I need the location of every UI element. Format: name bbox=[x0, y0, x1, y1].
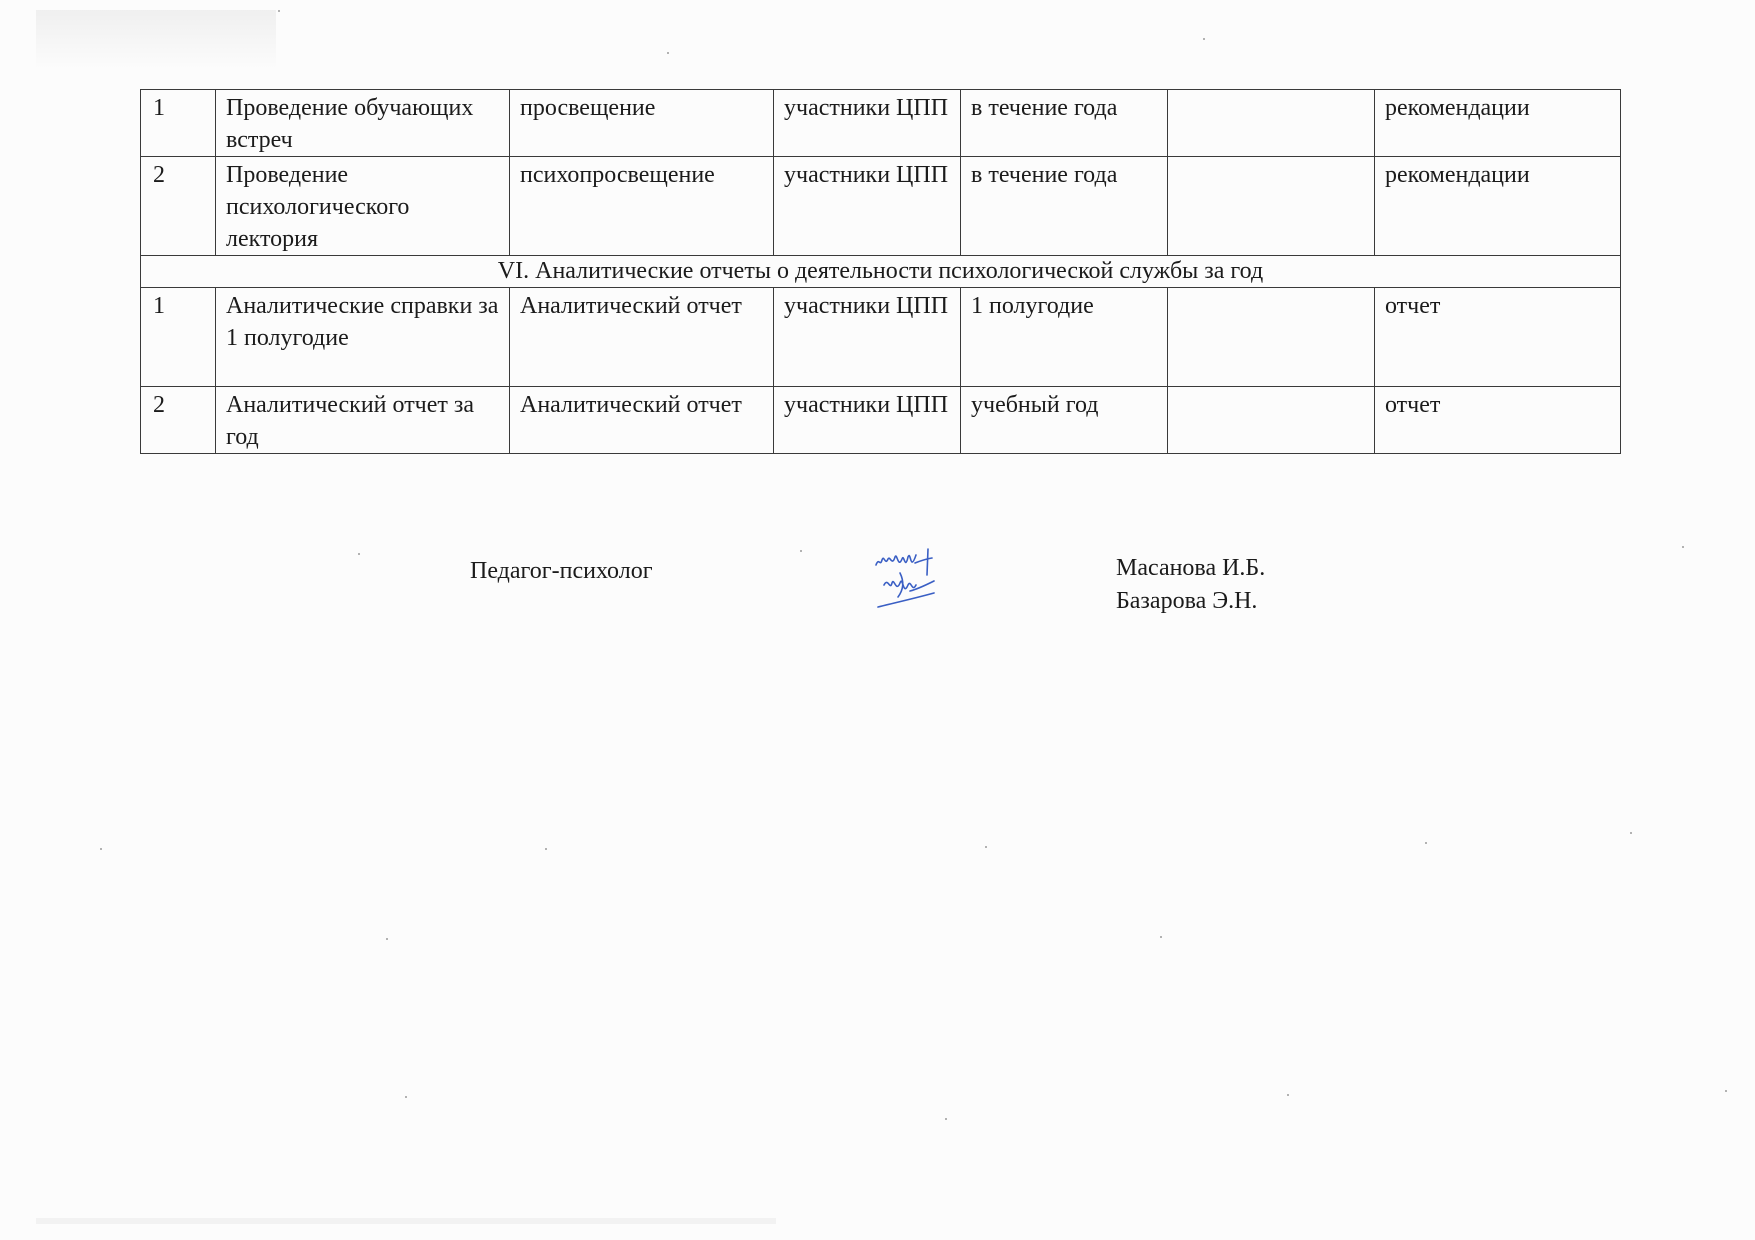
direction-cell: Аналитический отчет bbox=[510, 288, 774, 387]
participants-cell: участники ЦПП bbox=[774, 387, 961, 454]
direction-cell: психопросвещение bbox=[510, 157, 774, 256]
timing-cell: 1 полугодие bbox=[961, 288, 1168, 387]
timing-cell: в течение года bbox=[961, 90, 1168, 157]
result-cell: отчет bbox=[1375, 387, 1621, 454]
signatory-names bbox=[1116, 552, 1265, 618]
scan-speck bbox=[1160, 936, 1162, 938]
scan-speck bbox=[1682, 546, 1684, 548]
row-number: 2 bbox=[141, 387, 216, 454]
section-header-row bbox=[141, 256, 1621, 288]
scan-speck bbox=[1630, 832, 1632, 834]
result-cell: рекомендации bbox=[1375, 157, 1621, 256]
signatory-role: Педагог-психолог bbox=[470, 558, 653, 584]
scan-speck bbox=[545, 848, 547, 850]
participants-cell: участники ЦПП bbox=[774, 157, 961, 256]
scan-speck bbox=[985, 846, 987, 848]
scan-speck bbox=[1725, 1090, 1727, 1092]
result-cell: рекомендации bbox=[1375, 90, 1621, 157]
participants-cell: участники ЦПП bbox=[774, 90, 961, 157]
scan-speck bbox=[1425, 842, 1427, 844]
timing-cell: в течение года bbox=[961, 157, 1168, 256]
signatory-name: Масанова И.Б. bbox=[1116, 555, 1266, 581]
scan-speck bbox=[800, 550, 802, 552]
activity-cell: Проведение психологического лектория bbox=[216, 157, 510, 256]
row-number: 2 bbox=[141, 157, 216, 256]
row-number: 1 bbox=[141, 288, 216, 387]
section-title: VI. Аналитические отчеты о деятельности психологической службы за год bbox=[141, 256, 1621, 288]
activity-cell: Проведение обучающих встреч bbox=[216, 90, 510, 157]
scan-speck bbox=[945, 1118, 947, 1120]
scan-speck bbox=[1287, 1094, 1289, 1096]
responsible-cell bbox=[1168, 90, 1375, 157]
table-row bbox=[141, 157, 1621, 256]
direction-cell: Аналитический отчет bbox=[510, 387, 774, 454]
scan-speck bbox=[100, 848, 102, 850]
handwritten-signature-icon bbox=[870, 545, 950, 625]
work-plan-table bbox=[140, 89, 1621, 454]
direction-cell: просвещение bbox=[510, 90, 774, 157]
scan-speck bbox=[667, 52, 669, 54]
table-row bbox=[141, 90, 1621, 157]
scan-shadow bbox=[36, 1218, 776, 1224]
scan-shadow bbox=[36, 10, 276, 70]
table-row bbox=[141, 387, 1621, 454]
responsible-cell bbox=[1168, 387, 1375, 454]
scan-speck bbox=[386, 938, 388, 940]
responsible-cell bbox=[1168, 288, 1375, 387]
scan-speck bbox=[358, 553, 360, 555]
scan-speck bbox=[1203, 38, 1205, 40]
signatory-name: Базарова Э.Н. bbox=[1116, 588, 1258, 614]
table-row bbox=[141, 288, 1621, 387]
result-cell: отчет bbox=[1375, 288, 1621, 387]
scan-speck bbox=[278, 10, 280, 12]
scan-speck bbox=[405, 1096, 407, 1098]
row-number: 1 bbox=[141, 90, 216, 157]
timing-cell: учебный год bbox=[961, 387, 1168, 454]
activity-cell: Аналитический отчет за год bbox=[216, 387, 510, 454]
responsible-cell bbox=[1168, 157, 1375, 256]
participants-cell: участники ЦПП bbox=[774, 288, 961, 387]
activity-cell: Аналитические справки за 1 полугодие bbox=[216, 288, 510, 387]
